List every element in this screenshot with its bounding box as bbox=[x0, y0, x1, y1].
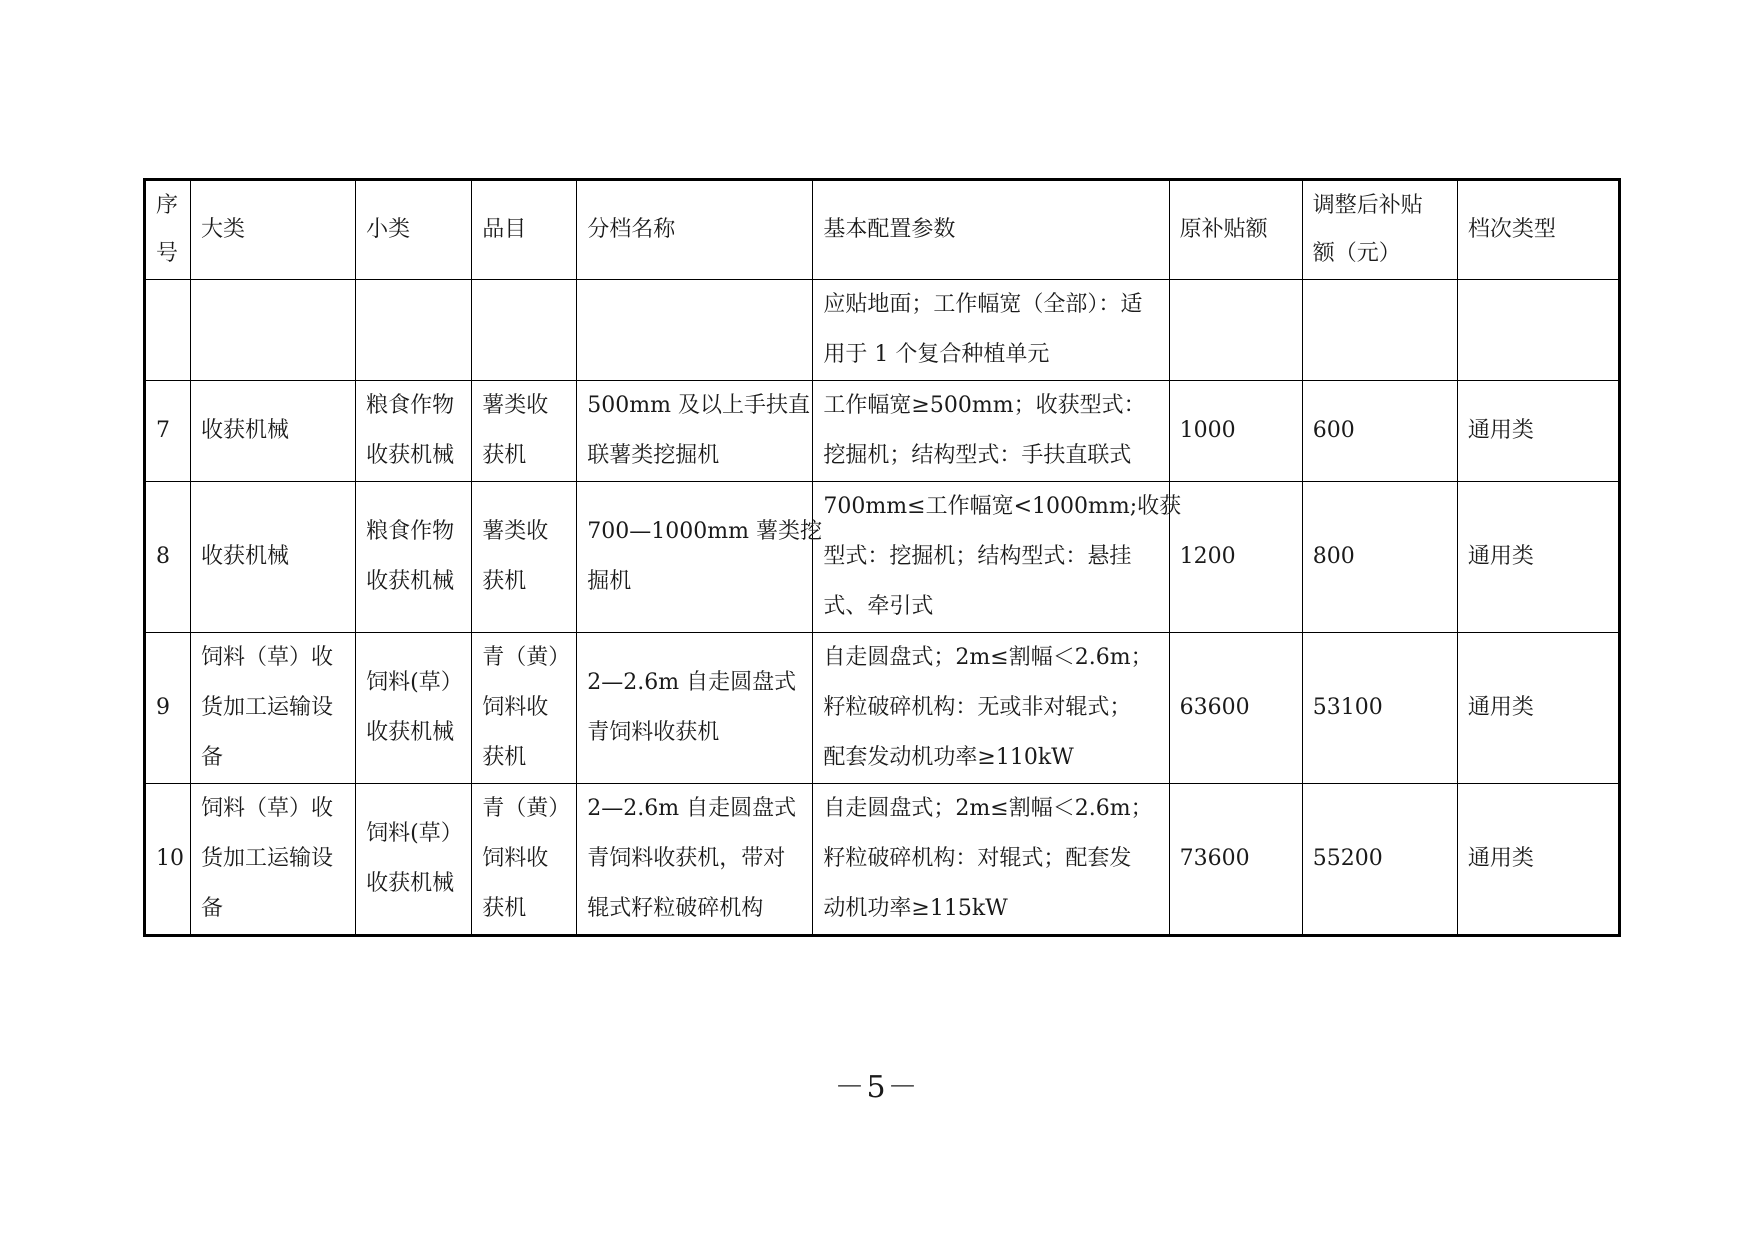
header-text: 调整后补贴 bbox=[1312, 193, 1423, 218]
cell-tier-type bbox=[1457, 784, 1619, 936]
cell-text: 700mm≤工作幅宽<1000mm;收获 bbox=[823, 494, 1182, 519]
table-body bbox=[145, 280, 1620, 936]
cell-tier-type bbox=[1457, 482, 1619, 633]
cell-minor-category bbox=[356, 280, 472, 381]
cell-text: 收获机械 bbox=[366, 871, 455, 896]
table-row bbox=[145, 784, 1620, 936]
cell-text: 7 bbox=[156, 418, 170, 443]
cell-text: 动机功率≥115kW bbox=[823, 896, 1008, 921]
cell-item bbox=[472, 482, 577, 633]
cell-text: 收获机械 bbox=[366, 443, 455, 468]
cell-item bbox=[472, 280, 577, 381]
cell-index bbox=[145, 633, 191, 784]
header-text: 序 bbox=[156, 193, 179, 218]
cell-text: 工作幅宽≥500mm；收获型式： bbox=[823, 393, 1146, 418]
cell-original-subsidy bbox=[1169, 381, 1302, 482]
cell-item bbox=[472, 784, 577, 936]
cell-original-subsidy bbox=[1169, 280, 1302, 381]
cell-text: 自走圆盘式；2m≤割幅＜2.6m； bbox=[823, 796, 1153, 821]
cell-text: 备 bbox=[201, 745, 224, 770]
cell-original-subsidy bbox=[1169, 784, 1302, 936]
header-tier-name bbox=[577, 180, 813, 280]
cell-adjusted-subsidy bbox=[1302, 482, 1457, 633]
header-basic-config bbox=[813, 180, 1169, 280]
cell-text: 700—1000mm 薯类挖 bbox=[587, 519, 822, 544]
cell-text: 73600 bbox=[1179, 846, 1250, 871]
cell-text: 9 bbox=[156, 695, 170, 720]
cell-text: 饲料（草）收 bbox=[201, 645, 334, 670]
cell-text: 55200 bbox=[1312, 846, 1383, 871]
cell-major-category bbox=[191, 784, 356, 936]
cell-adjusted-subsidy bbox=[1302, 633, 1457, 784]
cell-text: 辊式籽粒破碎机构 bbox=[587, 896, 764, 921]
subsidy-table bbox=[143, 178, 1621, 937]
page-number: －5－ bbox=[834, 1070, 920, 1105]
cell-tier-name bbox=[577, 633, 813, 784]
cell-text: 货加工运输设 bbox=[201, 695, 334, 720]
cell-text: 通用类 bbox=[1467, 846, 1534, 871]
header-text: 分档名称 bbox=[587, 217, 676, 242]
header-major-category bbox=[191, 180, 356, 280]
cell-text: 籽粒破碎机构：无或非对辊式； bbox=[823, 695, 1132, 720]
cell-text: 型式：挖掘机；结构型式：悬挂 bbox=[823, 544, 1132, 569]
cell-text: 饲料(草） bbox=[366, 821, 463, 846]
cell-major-category bbox=[191, 280, 356, 381]
cell-text: 收获机械 bbox=[366, 720, 455, 745]
header-text: 大类 bbox=[201, 217, 246, 242]
cell-text: 600 bbox=[1312, 418, 1355, 443]
cell-text: 青饲料收获机，带对 bbox=[587, 846, 786, 871]
cell-text: 收获机械 bbox=[201, 418, 290, 443]
cell-basic-config bbox=[813, 482, 1182, 633]
cell-tier-name bbox=[577, 784, 813, 936]
cell-text: 饲料收 bbox=[482, 846, 549, 871]
cell-text: 获机 bbox=[482, 745, 527, 770]
header-text: 基本配置参数 bbox=[823, 217, 956, 242]
cell-text: 应贴地面；工作幅宽（全部）：适 bbox=[823, 292, 1143, 317]
cell-text: 挖掘机；结构型式：手扶直联式 bbox=[823, 443, 1132, 468]
cell-original-subsidy bbox=[1169, 482, 1302, 633]
cell-text: 货加工运输设 bbox=[201, 846, 334, 871]
cell-tier-type bbox=[1457, 280, 1619, 381]
header-text: 档次类型 bbox=[1467, 217, 1556, 242]
header-minor-category bbox=[356, 180, 472, 280]
header-adjusted-subsidy bbox=[1302, 180, 1457, 280]
cell-text: 8 bbox=[156, 544, 170, 569]
cell-tier-name bbox=[577, 280, 813, 381]
cell-basic-config bbox=[813, 633, 1169, 784]
cell-text: 63600 bbox=[1179, 695, 1250, 720]
cell-adjusted-subsidy bbox=[1302, 280, 1457, 381]
cell-index bbox=[145, 482, 191, 633]
cell-text: 10 bbox=[156, 846, 184, 871]
cell-minor-category bbox=[356, 482, 472, 633]
cell-adjusted-subsidy bbox=[1302, 381, 1457, 482]
header-text: 品目 bbox=[482, 217, 527, 242]
cell-text: 饲料(草） bbox=[366, 670, 463, 695]
cell-text: 饲料收 bbox=[482, 695, 549, 720]
cell-minor-category bbox=[356, 381, 472, 482]
header-tier-type bbox=[1457, 180, 1619, 280]
cell-text: 2—2.6m 自走圆盘式 bbox=[587, 796, 797, 821]
cell-adjusted-subsidy bbox=[1302, 784, 1457, 936]
cell-text: 籽粒破碎机构：对辊式；配套发 bbox=[823, 846, 1132, 871]
table-header bbox=[145, 180, 1620, 280]
cell-text: 获机 bbox=[482, 896, 527, 921]
header-text: 额（元） bbox=[1312, 241, 1401, 266]
table-row bbox=[145, 381, 1620, 482]
cell-basic-config bbox=[813, 381, 1169, 482]
header-text: 小类 bbox=[366, 217, 411, 242]
header-original-subsidy bbox=[1169, 180, 1302, 280]
cell-text: 配套发动机功率≥110kW bbox=[823, 745, 1074, 770]
cell-item bbox=[472, 381, 577, 482]
cell-text: 获机 bbox=[482, 443, 527, 468]
cell-text: 2—2.6m 自走圆盘式 bbox=[587, 670, 797, 695]
cell-original-subsidy bbox=[1169, 633, 1302, 784]
cell-index bbox=[145, 784, 191, 936]
cell-text: 薯类收 bbox=[482, 519, 549, 544]
cell-text: 粮食作物 bbox=[366, 519, 455, 544]
cell-major-category bbox=[191, 381, 356, 482]
cell-text: 自走圆盘式；2m≤割幅＜2.6m； bbox=[823, 645, 1153, 670]
table-row bbox=[145, 280, 1620, 381]
cell-major-category bbox=[191, 633, 356, 784]
header-row bbox=[145, 180, 1620, 280]
cell-text: 通用类 bbox=[1467, 544, 1534, 569]
header-item bbox=[472, 180, 577, 280]
cell-text: 收获机械 bbox=[366, 569, 455, 594]
cell-text: 800 bbox=[1312, 544, 1355, 569]
cell-text: 联薯类挖掘机 bbox=[587, 443, 720, 468]
cell-text: 青饲料收获机 bbox=[587, 720, 720, 745]
cell-index bbox=[145, 280, 191, 381]
cell-text: 青（黄） bbox=[482, 796, 571, 821]
cell-text: 青（黄） bbox=[482, 645, 571, 670]
cell-text: 饲料（草）收 bbox=[201, 796, 334, 821]
cell-text: 掘机 bbox=[587, 569, 632, 594]
cell-minor-category bbox=[356, 784, 472, 936]
cell-tier-type bbox=[1457, 633, 1619, 784]
cell-item bbox=[472, 633, 577, 784]
cell-tier-name bbox=[577, 381, 813, 482]
cell-text: 备 bbox=[201, 896, 224, 921]
cell-tier-name bbox=[577, 482, 822, 633]
table-row bbox=[145, 633, 1620, 784]
cell-text: 式、牵引式 bbox=[823, 594, 934, 619]
cell-text: 1000 bbox=[1179, 418, 1236, 443]
cell-major-category bbox=[191, 482, 356, 633]
cell-text: 获机 bbox=[482, 569, 527, 594]
cell-tier-type bbox=[1457, 381, 1619, 482]
cell-index bbox=[145, 381, 191, 482]
table-row bbox=[145, 482, 1620, 633]
cell-text: 用于 1 个复合种植单元 bbox=[823, 342, 1050, 367]
cell-text: 通用类 bbox=[1467, 418, 1534, 443]
cell-text: 53100 bbox=[1312, 695, 1383, 720]
cell-text: 通用类 bbox=[1467, 695, 1534, 720]
header-text: 原补贴额 bbox=[1179, 217, 1268, 242]
cell-minor-category bbox=[356, 633, 472, 784]
cell-text: 1200 bbox=[1179, 544, 1236, 569]
header-text: 号 bbox=[156, 241, 179, 266]
cell-text: 500mm 及以上手扶直 bbox=[587, 393, 810, 418]
header-index bbox=[145, 180, 191, 280]
cell-text: 粮食作物 bbox=[366, 393, 455, 418]
cell-basic-config bbox=[813, 784, 1169, 936]
cell-text: 收获机械 bbox=[201, 544, 290, 569]
cell-text: 薯类收 bbox=[482, 393, 549, 418]
cell-basic-config bbox=[813, 280, 1169, 381]
